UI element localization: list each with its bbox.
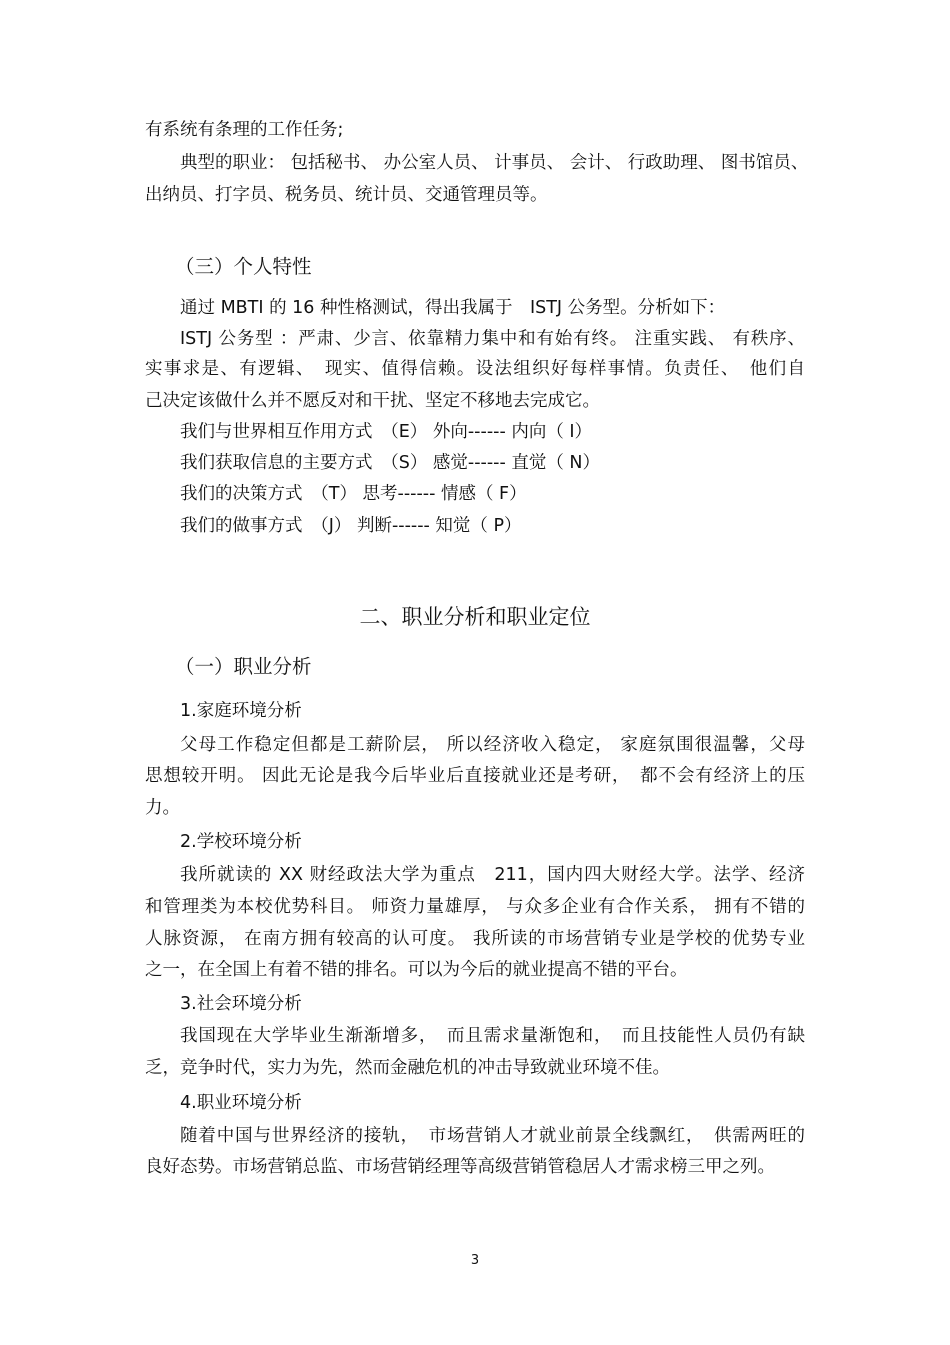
mbti-dimension-line: 我们的决策方式 （T） 思考------ 情感（ F） [180, 484, 527, 504]
body-text-line: 乏，竞争时代，实力为先，然而金融危机的冲击导致就业环境不佳。 [145, 1058, 670, 1078]
mbti-dimension-line: 我们获取信息的主要方式 （S） 感觉------ 直觉（ N） [180, 453, 601, 473]
section-heading: （一）职业分析 [175, 655, 312, 678]
subsection-heading: 2.学校环境分析 [180, 832, 302, 852]
body-text-line: 我国现在大学毕业生渐渐增多， 而且需求量渐饱和， 而且技能性人员仍有缺 [180, 1026, 805, 1046]
body-text-line: 思想较开明。 因此无论是我今后毕业后直接就业还是考研， 都不会有经济上的压 [145, 766, 805, 786]
body-text-line: 我所就读的 XX 财经政法大学为重点 211，国内四大财经大学。法学、经济 [180, 865, 805, 885]
body-text-line: ISTJ 公务型 ：严肃、少言、依靠精力集中和有始有终。 注重实践、 有秩序、 [180, 329, 805, 349]
body-text-line: 通过 MBTI 的 16 种性格测试，得出我属于 ISTJ 公务型。分析如下： [180, 298, 726, 318]
body-text-line: 实事求是、有逻辑、 现实、值得信赖。设法组织好每样事情。负责任、 他们自 [145, 359, 805, 379]
subsection-heading: 3.社会环境分析 [180, 994, 302, 1014]
chapter-heading: 二、职业分析和职业定位 [359, 605, 591, 629]
body-text-line: 父母工作稳定但都是工薪阶层， 所以经济收入稳定， 家庭氛围很温馨，父母 [180, 735, 805, 755]
body-text-line: 人脉资源， 在南方拥有较高的认可度。 我所读的市场营销专业是学校的优势专业 [145, 929, 805, 949]
body-text-line: 力。 [145, 798, 180, 818]
body-text-line: 随着中国与世界经济的接轨， 市场营销人才就业前景全线飘红， 供需两旺的 [180, 1126, 805, 1146]
section-heading: （三）个人特性 [175, 255, 312, 278]
body-text-line: 典型的职业： 包括秘书、 办公室人员、 计事员、 会计、 行政助理、 图书馆员、 [180, 153, 809, 173]
body-text-line: 之一，在全国上有着不错的排名。可以为今后的就业提高不错的平台。 [145, 960, 688, 980]
page-number: 3 [470, 1253, 480, 1268]
body-text-line: 己决定该做什么并不愿反对和干扰、坚定不移地去完成它。 [145, 391, 600, 411]
subsection-heading: 4.职业环境分析 [180, 1093, 302, 1113]
mbti-dimension-line: 我们的做事方式 （J） 判断------ 知觉（ P） [180, 516, 522, 536]
mbti-dimension-line: 我们与世界相互作用方式 （E） 外向------ 内向（ I） [180, 422, 593, 442]
body-text-line: 有系统有条理的工作任务; [145, 120, 344, 140]
body-text-line: 出纳员、打字员、税务员、统计员、交通管理员等。 [145, 185, 548, 205]
subsection-heading: 1.家庭环境分析 [180, 701, 302, 721]
body-text-line: 良好态势。市场营销总监、市场营销经理等高级营销管稳居人才需求榜三甲之列。 [145, 1157, 775, 1177]
body-text-line: 和管理类为本校优势科目。 师资力量雄厚， 与众多企业有合作关系， 拥有不错的 [145, 897, 805, 917]
